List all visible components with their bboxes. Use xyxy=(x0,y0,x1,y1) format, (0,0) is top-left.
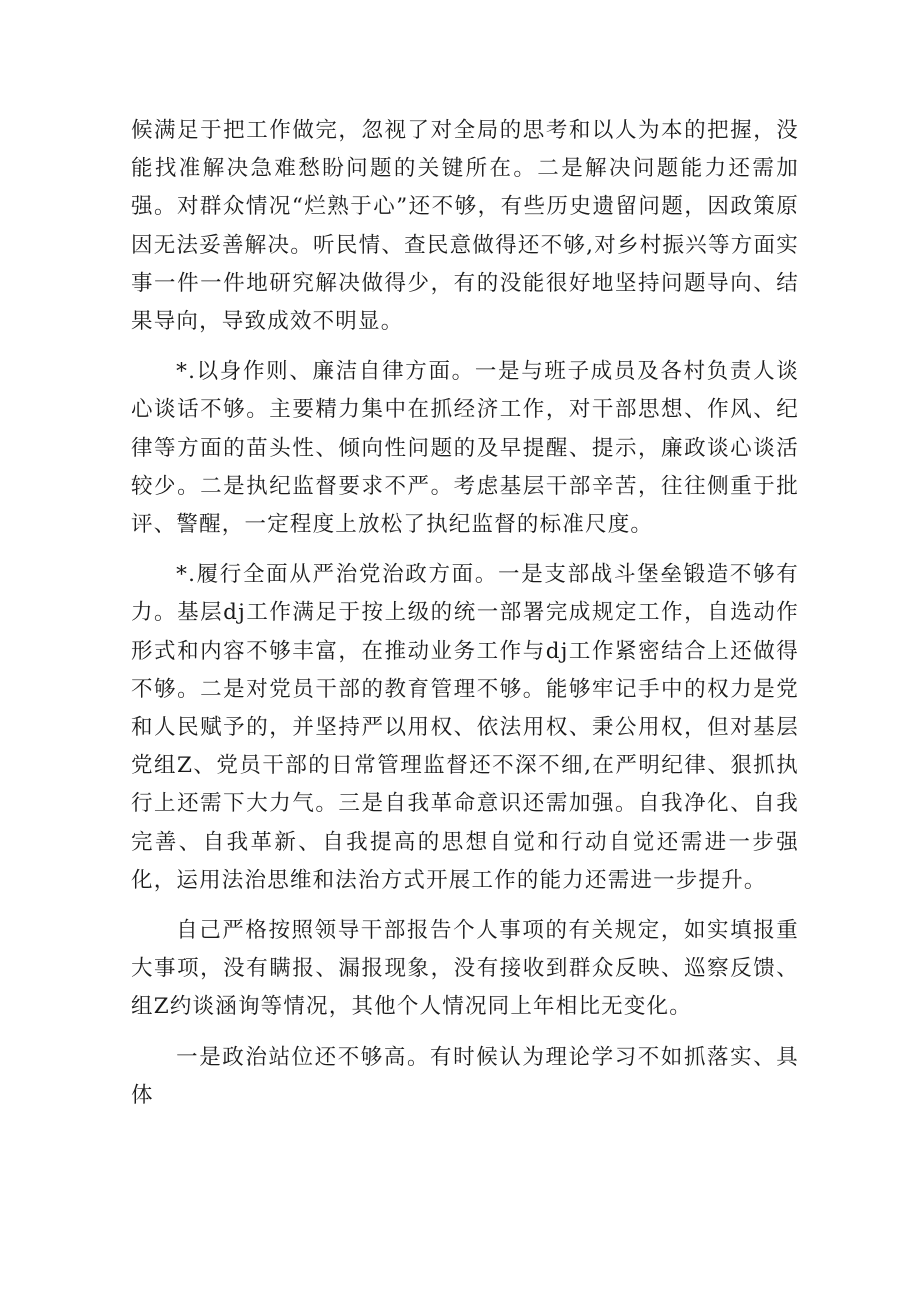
paragraph-self-discipline: *.以身作则、廉洁自律方面。一是与班子成员及各村负责人谈心谈话不够。主要精力集中在抓经济工作，对干部思想、作风、纪律等方面的苗头性、倾向性问题的及早提醒、提示，廉政谈心谈活较少。二是执纪监督要求不严。考虑基层干部辛苦，往往侧重于批评、警醒，一定程度上放松了执纪监督的标准尺度。 xyxy=(131,359,799,538)
paragraph-party-governance: *.履行全面从严治党治政方面。一是支部战斗堡垒锻造不够有力。基层dj工作满足于按上级的统一部署完成规定工作，自选动作形式和内容不够丰富，在推动业务工作与dj工作紧密结合上还做得不够。二是对党员干部的教育管理不够。能够牢记手中的权力是党和人民赋予的，并坚持严以用权、依法用权、秉公用权，但对基层党组Z、党员干部的日常管理监督还不深不细,在严明纪律、狠抓执行上还需下大力气。三是自我革命意识还需加强。自我净化、自我完善、自我革新、自我提高的思想自觉和行动自觉还需进一步强化，运用法治思维和法治方式开展工作的能力还需进一步提升。 xyxy=(131,562,799,893)
document-body xyxy=(131,112,799,1127)
paragraph-political-stance: 一是政治站位还不够高。有时候认为理论学习不如抓落实、具体 xyxy=(131,1044,799,1108)
paragraph-personal-matters: 自己严格按照领导干部报告个人事项的有关规定，如实填报重大事项，没有瞒报、漏报现象，没有接收到群众反映、巡察反馈、组Z约谈涵询等情况，其他个人情况同上年相比无变化。 xyxy=(131,918,799,1020)
paragraph-continuation: 候满足于把工作做完，忽视了对全局的思考和以人为本的把握，没能找准解决急难愁盼问题的关键所在。二是解决问题能力还需加强。对群众情况“烂熟于心”还不够，有些历史遗留问题，因政策原因无法妥善解决。听民情、查民意做得还不够,对乡村振兴等方面实事一件一件地研究解决做得少，有的没能很好地坚持问题导向、结果导向，导致成效不明显。 xyxy=(131,118,799,335)
